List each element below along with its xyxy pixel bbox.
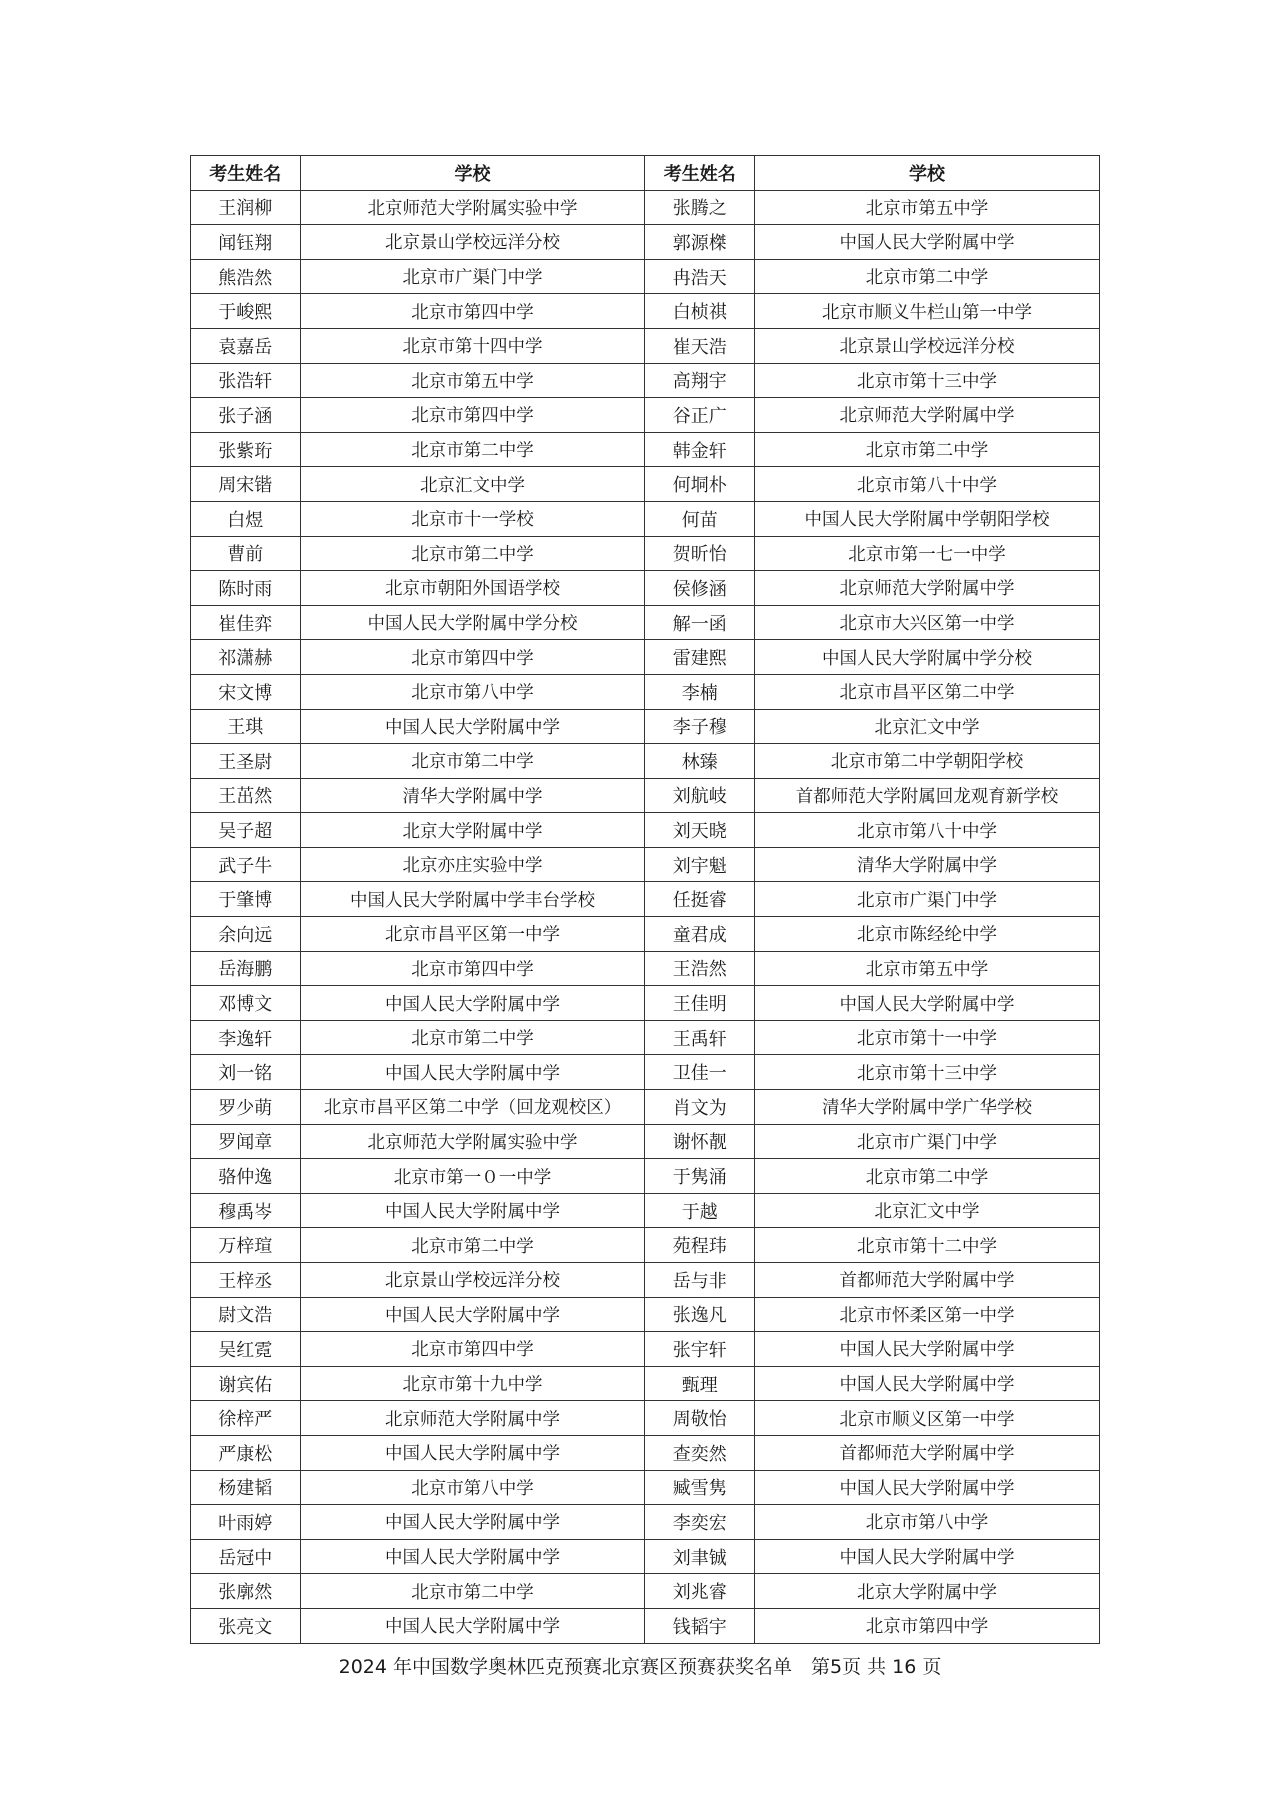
school-name: 北京市广渠门中学 [755, 882, 1100, 917]
table-row [191, 190, 1100, 225]
student-name: 曹前 [191, 536, 301, 571]
table-row [191, 1505, 1100, 1540]
student-name: 刘兆睿 [645, 1574, 755, 1609]
school-name: 北京市第二中学朝阳学校 [755, 744, 1100, 779]
student-name: 崔佳弈 [191, 605, 301, 640]
student-name: 童君成 [645, 917, 755, 952]
student-name: 尉文浩 [191, 1297, 301, 1332]
school-name: 北京市大兴区第一中学 [755, 605, 1100, 640]
table-row [191, 1159, 1100, 1194]
school-name: 中国人民大学附属中学 [300, 1539, 645, 1574]
table-row [191, 1608, 1100, 1643]
school-name: 北京市陈经纶中学 [755, 917, 1100, 952]
school-name: 首都师范大学附属中学 [755, 1263, 1100, 1298]
school-name: 北京汇文中学 [755, 1193, 1100, 1228]
school-name: 中国人民大学附属中学 [300, 986, 645, 1021]
student-name: 吴红霓 [191, 1332, 301, 1367]
school-name: 北京市昌平区第二中学 [755, 674, 1100, 709]
school-name: 北京市第五中学 [755, 190, 1100, 225]
school-name: 中国人民大学附属中学 [755, 986, 1100, 1021]
table-row [191, 744, 1100, 779]
table-row [191, 1297, 1100, 1332]
table-row [191, 882, 1100, 917]
student-name: 熊浩然 [191, 259, 301, 294]
table-row [191, 432, 1100, 467]
student-name: 任挺睿 [645, 882, 755, 917]
student-name: 张子涵 [191, 398, 301, 433]
student-name: 查奕然 [645, 1435, 755, 1470]
student-name: 刘一铭 [191, 1055, 301, 1090]
school-name: 北京师范大学附属中学 [755, 571, 1100, 606]
table-row [191, 536, 1100, 571]
student-name: 骆仲逸 [191, 1159, 301, 1194]
school-name: 北京市第四中学 [300, 951, 645, 986]
table-body [191, 190, 1100, 1643]
school-name: 北京市顺义牛栏山第一中学 [755, 294, 1100, 329]
student-name: 袁嘉岳 [191, 328, 301, 363]
student-name: 谷正广 [645, 398, 755, 433]
student-name: 叶雨婷 [191, 1505, 301, 1540]
table-row [191, 640, 1100, 675]
student-name: 王茁然 [191, 778, 301, 813]
table-row [191, 1470, 1100, 1505]
table-row [191, 813, 1100, 848]
school-name: 北京师范大学附属实验中学 [300, 1124, 645, 1159]
student-name: 李子穆 [645, 709, 755, 744]
school-name: 北京市第二中学 [300, 1574, 645, 1609]
student-name: 郭源榤 [645, 225, 755, 260]
table-row [191, 709, 1100, 744]
student-name: 崔天浩 [645, 328, 755, 363]
school-name: 北京市第一０一中学 [300, 1159, 645, 1194]
school-name: 北京市第五中学 [300, 363, 645, 398]
student-name: 王禹轩 [645, 1020, 755, 1055]
school-name: 中国人民大学附属中学丰台学校 [300, 882, 645, 917]
student-name: 林臻 [645, 744, 755, 779]
school-name: 中国人民大学附属中学 [755, 1332, 1100, 1367]
student-name: 吴子超 [191, 813, 301, 848]
school-name: 首都师范大学附属回龙观育新学校 [755, 778, 1100, 813]
school-name: 北京市第一七一中学 [755, 536, 1100, 571]
student-name: 李逸轩 [191, 1020, 301, 1055]
table-row [191, 605, 1100, 640]
student-name: 于越 [645, 1193, 755, 1228]
school-name: 中国人民大学附属中学 [755, 225, 1100, 260]
school-name: 清华大学附属中学广华学校 [755, 1090, 1100, 1125]
school-name: 北京景山学校远洋分校 [755, 328, 1100, 363]
table-row [191, 1020, 1100, 1055]
student-name: 何垌朴 [645, 467, 755, 502]
student-name: 万梓瑄 [191, 1228, 301, 1263]
school-name: 北京市第八十中学 [755, 467, 1100, 502]
school-name: 北京市怀柔区第一中学 [755, 1297, 1100, 1332]
school-name: 北京市第四中学 [755, 1608, 1100, 1643]
page-footer: 2024 年中国数学奥林匹克预赛北京赛区预赛获奖名单 第5页 共 16 页 [338, 1656, 942, 1678]
header-name-2: 考生姓名 [645, 156, 755, 191]
table-row [191, 398, 1100, 433]
table-row [191, 328, 1100, 363]
school-name: 北京市第二中学 [300, 1228, 645, 1263]
table-row [191, 501, 1100, 536]
student-name: 解一函 [645, 605, 755, 640]
school-name: 北京市第十三中学 [755, 363, 1100, 398]
table-row [191, 1539, 1100, 1574]
award-roster-table [190, 155, 1100, 1644]
student-name: 严康松 [191, 1435, 301, 1470]
student-name: 贺昕怡 [645, 536, 755, 571]
student-name: 王润柳 [191, 190, 301, 225]
school-name: 中国人民大学附属中学 [300, 1297, 645, 1332]
student-name: 刘天晓 [645, 813, 755, 848]
student-name: 冉浩天 [645, 259, 755, 294]
school-name: 中国人民大学附属中学 [300, 709, 645, 744]
school-name: 北京师范大学附属实验中学 [300, 190, 645, 225]
school-name: 北京市第十九中学 [300, 1366, 645, 1401]
student-name: 于肇博 [191, 882, 301, 917]
school-name: 中国人民大学附属中学 [300, 1608, 645, 1643]
table-row [191, 1124, 1100, 1159]
student-name: 何苗 [645, 501, 755, 536]
school-name: 北京市顺义区第一中学 [755, 1401, 1100, 1436]
student-name: 罗少萌 [191, 1090, 301, 1125]
school-name: 中国人民大学附属中学 [755, 1470, 1100, 1505]
student-name: 白桢祺 [645, 294, 755, 329]
table-row [191, 1263, 1100, 1298]
school-name: 北京汇文中学 [755, 709, 1100, 744]
school-name: 北京市第十三中学 [755, 1055, 1100, 1090]
school-name: 清华大学附属中学 [755, 847, 1100, 882]
school-name: 北京师范大学附属中学 [300, 1401, 645, 1436]
student-name: 谢怀靓 [645, 1124, 755, 1159]
student-name: 岳冠中 [191, 1539, 301, 1574]
student-name: 肖文为 [645, 1090, 755, 1125]
school-name: 北京市第二中学 [755, 432, 1100, 467]
student-name: 王浩然 [645, 951, 755, 986]
school-name: 中国人民大学附属中学 [755, 1539, 1100, 1574]
school-name: 清华大学附属中学 [300, 778, 645, 813]
student-name: 穆禹岑 [191, 1193, 301, 1228]
school-name: 中国人民大学附属中学 [300, 1193, 645, 1228]
student-name: 王琪 [191, 709, 301, 744]
school-name: 北京市第二中学 [300, 1020, 645, 1055]
student-name: 祁潇赫 [191, 640, 301, 675]
student-name: 张亮文 [191, 1608, 301, 1643]
student-name: 周敬怡 [645, 1401, 755, 1436]
student-name: 周宋锴 [191, 467, 301, 502]
school-name: 中国人民大学附属中学 [300, 1505, 645, 1540]
school-name: 北京市第二中学 [300, 536, 645, 571]
student-name: 卫佳一 [645, 1055, 755, 1090]
student-name: 张廓然 [191, 1574, 301, 1609]
student-name: 刘聿铖 [645, 1539, 755, 1574]
student-name: 张浩轩 [191, 363, 301, 398]
table-row [191, 847, 1100, 882]
school-name: 北京市昌平区第一中学 [300, 917, 645, 952]
school-name: 北京市第四中学 [300, 640, 645, 675]
school-name: 北京市朝阳外国语学校 [300, 571, 645, 606]
table-row [191, 294, 1100, 329]
school-name: 北京景山学校远洋分校 [300, 225, 645, 260]
school-name: 北京景山学校远洋分校 [300, 1263, 645, 1298]
school-name: 北京大学附属中学 [300, 813, 645, 848]
table-row [191, 571, 1100, 606]
school-name: 首都师范大学附属中学 [755, 1435, 1100, 1470]
school-name: 中国人民大学附属中学朝阳学校 [755, 501, 1100, 536]
table-row [191, 467, 1100, 502]
school-name: 北京市第四中学 [300, 1332, 645, 1367]
student-name: 张腾之 [645, 190, 755, 225]
table-row [191, 674, 1100, 709]
student-name: 杨建韬 [191, 1470, 301, 1505]
table-row [191, 225, 1100, 260]
school-name: 北京市昌平区第二中学（回龙观校区） [300, 1090, 645, 1125]
header-school-2: 学校 [755, 156, 1100, 191]
header-name-1: 考生姓名 [191, 156, 301, 191]
table-row [191, 1055, 1100, 1090]
student-name: 白煜 [191, 501, 301, 536]
table-row [191, 1193, 1100, 1228]
school-name: 北京市第二中学 [300, 432, 645, 467]
school-name: 北京市第八中学 [755, 1505, 1100, 1540]
school-name: 北京市第十二中学 [755, 1228, 1100, 1263]
student-name: 臧雪隽 [645, 1470, 755, 1505]
table-row [191, 917, 1100, 952]
school-name: 北京汇文中学 [300, 467, 645, 502]
school-name: 北京市第八十中学 [755, 813, 1100, 848]
student-name: 刘航岐 [645, 778, 755, 813]
school-name: 北京市广渠门中学 [300, 259, 645, 294]
school-name: 中国人民大学附属中学分校 [300, 605, 645, 640]
school-name: 北京亦庄实验中学 [300, 847, 645, 882]
table-row [191, 1435, 1100, 1470]
header-school-1: 学校 [300, 156, 645, 191]
student-name: 张紫珩 [191, 432, 301, 467]
table-row [191, 778, 1100, 813]
table-row [191, 1228, 1100, 1263]
student-name: 雷建熙 [645, 640, 755, 675]
student-name: 张逸凡 [645, 1297, 755, 1332]
student-name: 王圣尉 [191, 744, 301, 779]
school-name: 中国人民大学附属中学分校 [755, 640, 1100, 675]
student-name: 刘宇魁 [645, 847, 755, 882]
school-name: 北京市第二中学 [300, 744, 645, 779]
student-name: 王梓丞 [191, 1263, 301, 1298]
school-name: 北京市十一学校 [300, 501, 645, 536]
school-name: 北京市第二中学 [755, 1159, 1100, 1194]
table-row [191, 259, 1100, 294]
student-name: 高翔宇 [645, 363, 755, 398]
school-name: 中国人民大学附属中学 [300, 1055, 645, 1090]
student-name: 岳与非 [645, 1263, 755, 1298]
school-name: 北京市第十一中学 [755, 1020, 1100, 1055]
student-name: 韩金轩 [645, 432, 755, 467]
student-name: 谢宾佑 [191, 1366, 301, 1401]
school-name: 北京市第八中学 [300, 1470, 645, 1505]
student-name: 武子牛 [191, 847, 301, 882]
student-name: 李奕宏 [645, 1505, 755, 1540]
table-header-row [191, 156, 1100, 191]
student-name: 钱韬宇 [645, 1608, 755, 1643]
student-name: 徐梓严 [191, 1401, 301, 1436]
table-row [191, 1332, 1100, 1367]
student-name: 邓博文 [191, 986, 301, 1021]
school-name: 北京市第二中学 [755, 259, 1100, 294]
student-name: 苑程玮 [645, 1228, 755, 1263]
school-name: 北京市第五中学 [755, 951, 1100, 986]
table-row [191, 1366, 1100, 1401]
student-name: 于隽涌 [645, 1159, 755, 1194]
school-name: 北京市第四中学 [300, 398, 645, 433]
school-name: 北京大学附属中学 [755, 1574, 1100, 1609]
table-row [191, 1574, 1100, 1609]
table-row [191, 1090, 1100, 1125]
school-name: 北京市第十四中学 [300, 328, 645, 363]
student-name: 于峻熙 [191, 294, 301, 329]
student-name: 张宇轩 [645, 1332, 755, 1367]
school-name: 中国人民大学附属中学 [300, 1435, 645, 1470]
student-name: 李楠 [645, 674, 755, 709]
student-name: 王佳明 [645, 986, 755, 1021]
student-name: 甄理 [645, 1366, 755, 1401]
table-row [191, 363, 1100, 398]
school-name: 北京市第八中学 [300, 674, 645, 709]
school-name: 北京师范大学附属中学 [755, 398, 1100, 433]
student-name: 岳海鹏 [191, 951, 301, 986]
student-name: 余向远 [191, 917, 301, 952]
table-row [191, 951, 1100, 986]
school-name: 中国人民大学附属中学 [755, 1366, 1100, 1401]
table-row [191, 1401, 1100, 1436]
student-name: 侯修涵 [645, 571, 755, 606]
school-name: 北京市第四中学 [300, 294, 645, 329]
student-name: 陈时雨 [191, 571, 301, 606]
table-row [191, 986, 1100, 1021]
student-name: 宋文博 [191, 674, 301, 709]
school-name: 北京市广渠门中学 [755, 1124, 1100, 1159]
student-name: 罗闻章 [191, 1124, 301, 1159]
student-name: 闻钰翔 [191, 225, 301, 260]
